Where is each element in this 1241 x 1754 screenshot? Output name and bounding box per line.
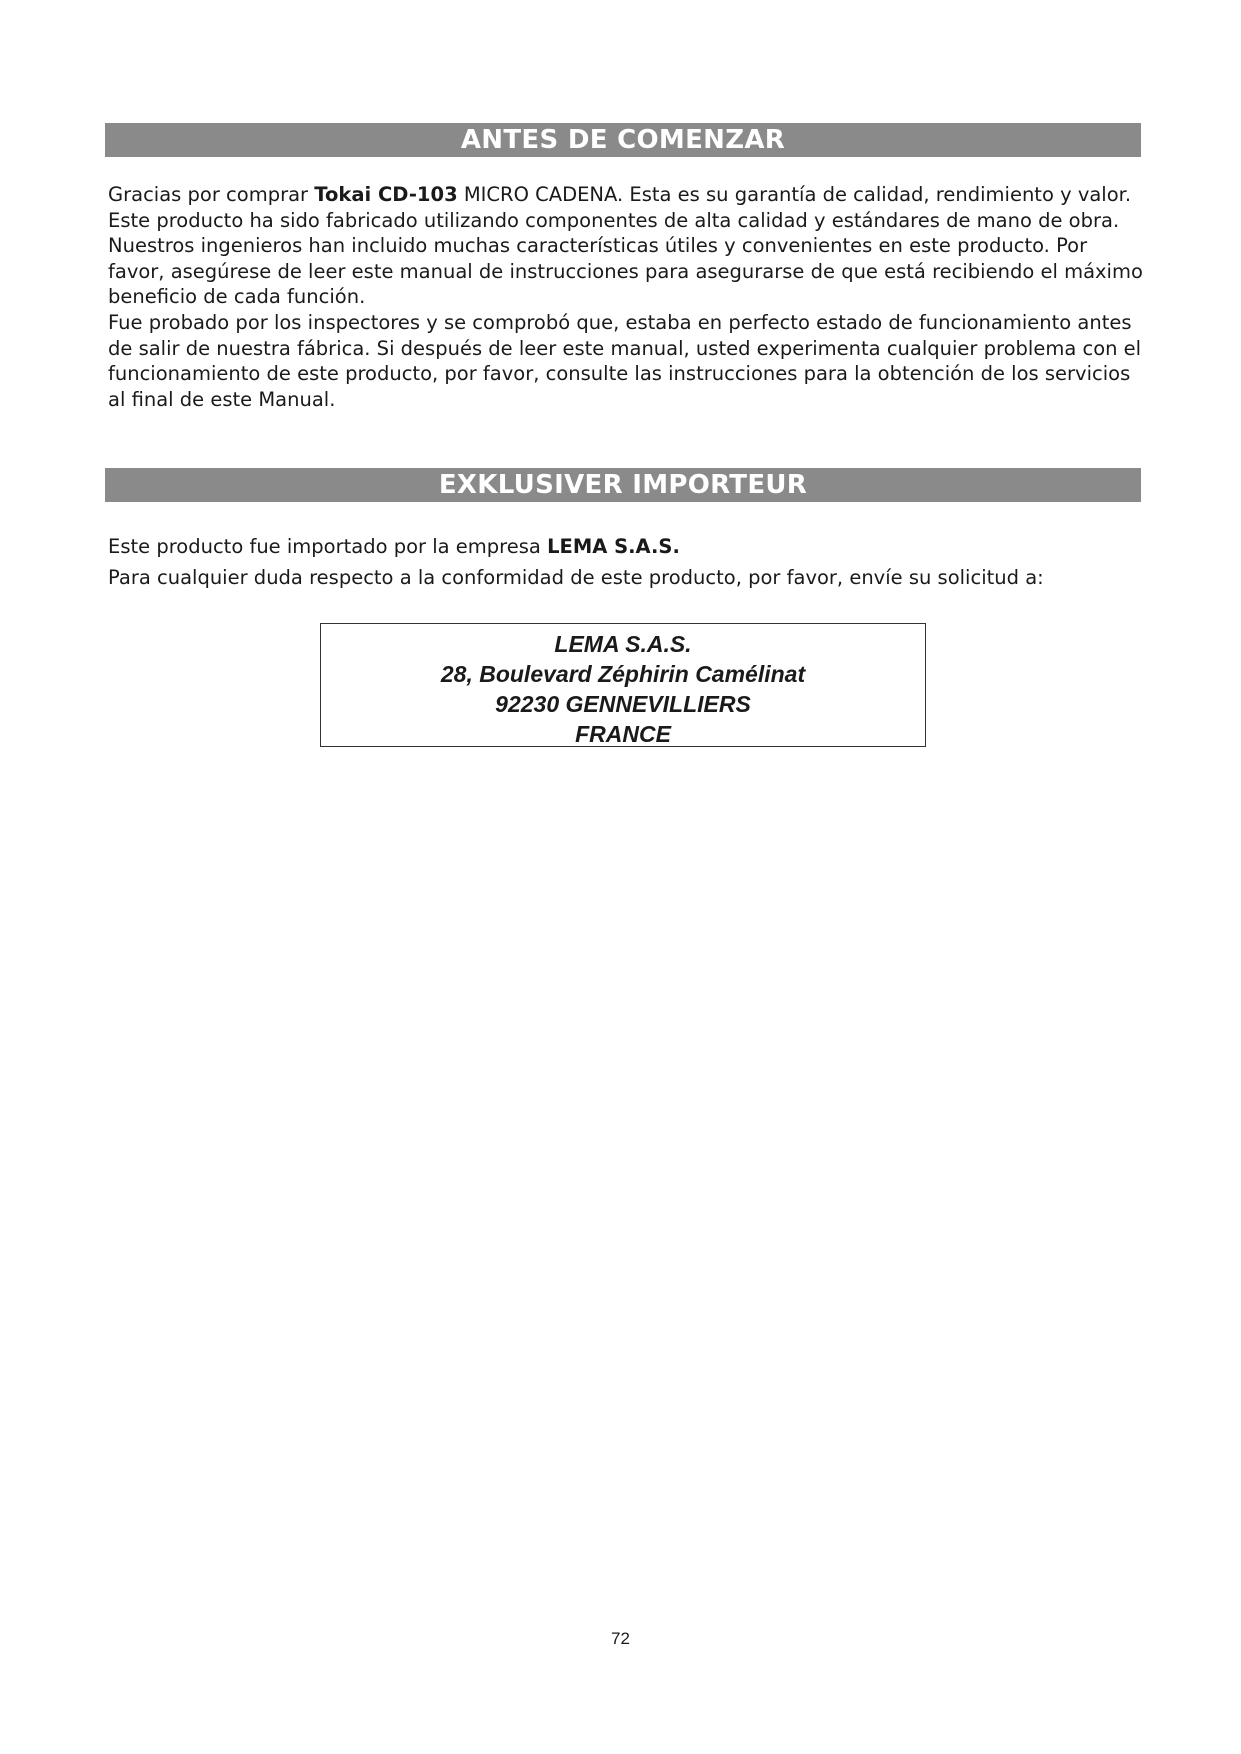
- address-company: LEMA S.A.S.: [554, 631, 692, 657]
- importer-line-1: [108, 534, 1148, 560]
- address-street: 28, Boulevard Zéphirin Camélinat: [440, 661, 806, 687]
- importer-company-name: LEMA S.A.S.: [547, 535, 680, 558]
- importer-text-block: [108, 534, 1148, 595]
- product-model-name: Tokai CD-103: [314, 183, 458, 206]
- importer-text-lead: Este producto fue importado por la empresa: [108, 535, 548, 558]
- address-box: [320, 623, 926, 747]
- intro-text-rest: MICRO CADENA. Esta es su garantía de calidad, rendimiento y valor. Este producto ha sido fabricado utilizando componentes de alta calidad y estándares de mano de obra. Nuestros ingenieros han incluido muchas características útiles y convenientes en este producto. Por favor, asegúrese de leer este manual de instrucciones para asegurarse de que está recibiendo el máximo beneficio de cada función.: [108, 183, 1143, 309]
- intro-text-lead: Gracias por comprar: [108, 183, 315, 206]
- intro-paragraph-2: Fue probado por los inspectores y se comprobó que, estaba en perfecto estado de funcionamiento antes de salir de nuestra fábrica. Si después de leer este manual, usted experimenta cualquier problema con el funcionamiento de este producto, por favor, consulte las instrucciones para la obtención de los servicios al final de este Manual.: [108, 310, 1142, 411]
- address-country: FRANCE: [575, 721, 671, 747]
- intro-text-block: [108, 182, 1148, 412]
- section-header-exklusiver-importeur: EXKLUSIVER IMPORTEUR: [105, 468, 1141, 502]
- page-number: 72: [611, 1629, 630, 1648]
- section-header-antes-de-comenzar: ANTES DE COMENZAR: [105, 123, 1141, 157]
- intro-paragraph-1: [108, 182, 1148, 310]
- address-city: 92230 GENNEVILLIERS: [495, 691, 751, 717]
- importer-line-2: Para cualquier duda respecto a la conformidad de este producto, por favor, envíe su solicitud a:: [108, 565, 1044, 589]
